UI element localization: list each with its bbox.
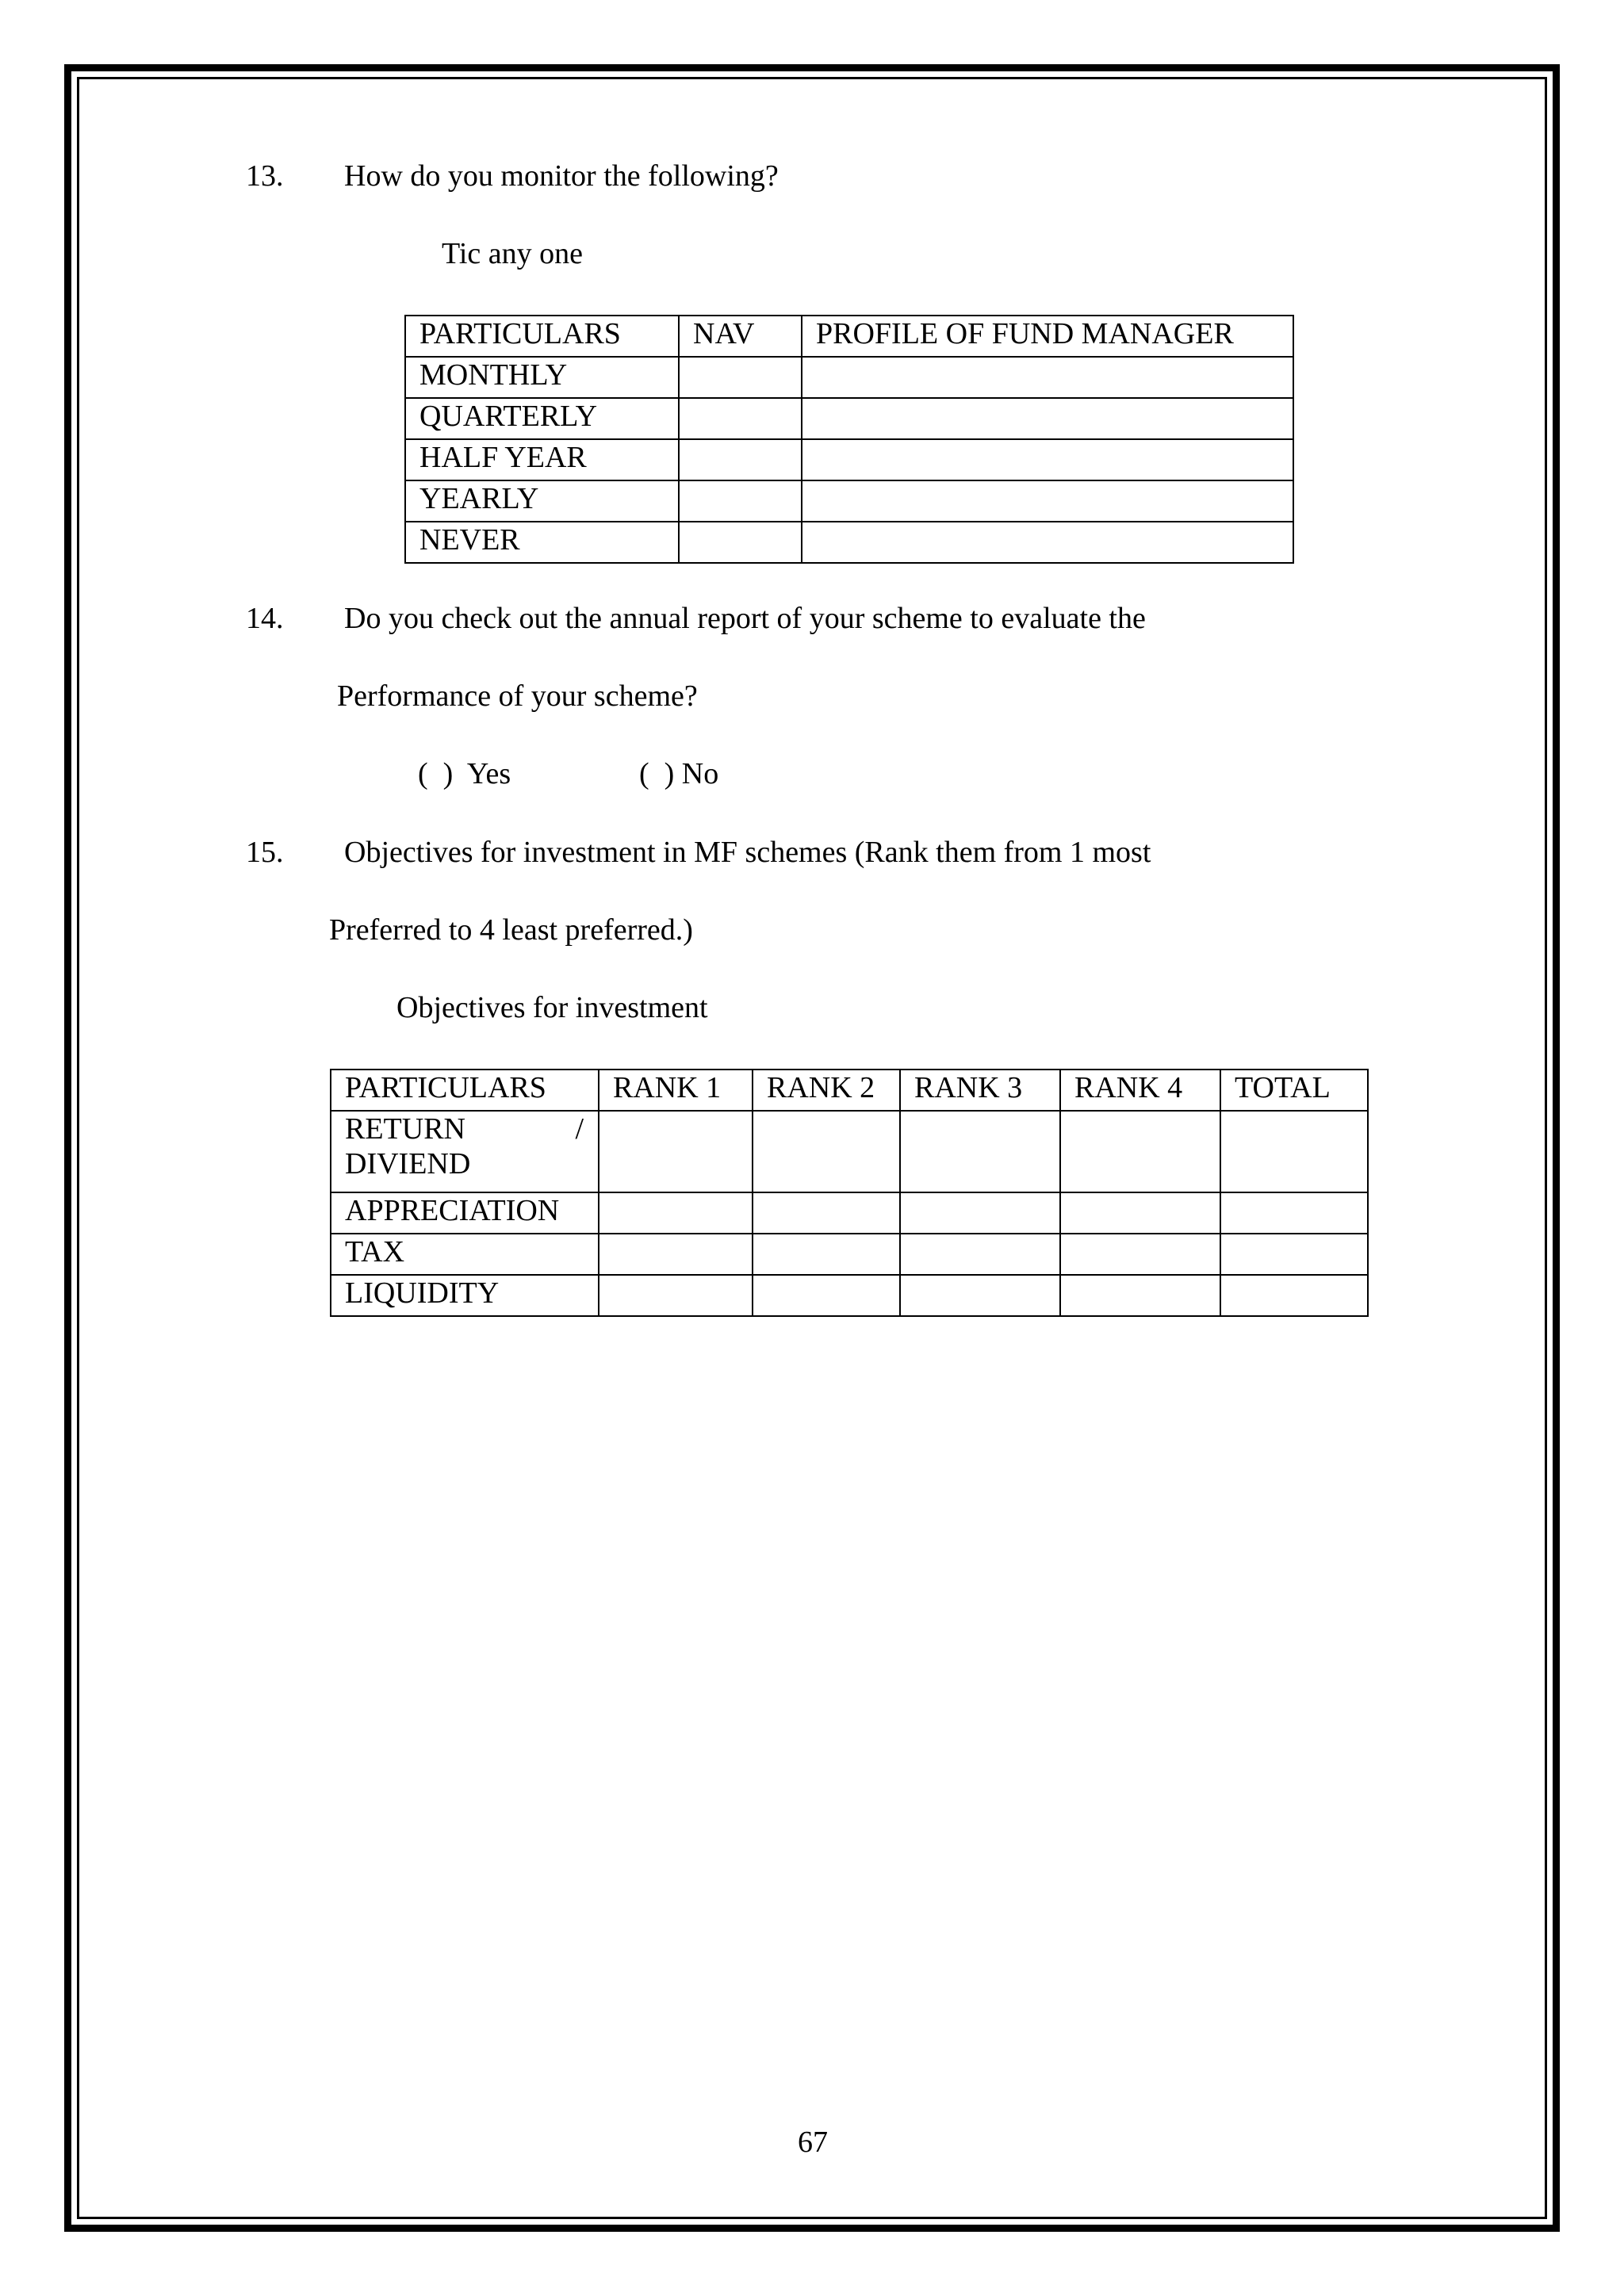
table-row [405,522,1293,563]
checkbox-cell-profile-yearly[interactable] [802,480,1293,522]
row-label-line [345,1112,598,1146]
q14-number: 14. [246,602,284,635]
checkbox-cell-nav-monthly[interactable] [679,357,802,398]
rank-cell[interactable] [900,1192,1060,1234]
table-row [405,480,1293,522]
row-label: YEARLY [405,480,679,522]
row-label: LIQUIDITY [331,1275,599,1316]
rank-cell[interactable] [1060,1234,1220,1275]
q14-question-line1: Do you check out the annual report of your scheme to evaluate the [344,602,1146,635]
header-nav: NAV [679,316,802,357]
row-label: HALF YEAR [405,439,679,480]
row-label: QUARTERLY [405,398,679,439]
total-cell[interactable] [1220,1192,1368,1234]
table-row [405,398,1293,439]
q15-question-line1: Objectives for investment in MF schemes (Rank them from 1 most [344,836,1151,869]
rank-cell[interactable] [753,1192,900,1234]
objectives-table [330,1069,1369,1317]
q14-option-no[interactable]: ( ) No [639,757,719,790]
rank-cell[interactable] [1060,1192,1220,1234]
page-number: 67 [798,2126,828,2159]
checkbox-cell-profile-half-year[interactable] [802,439,1293,480]
checkbox-cell-profile-never[interactable] [802,522,1293,563]
rank-cell[interactable] [900,1234,1060,1275]
rank-cell[interactable] [599,1111,753,1192]
q15-subtitle: Objectives for investment [396,991,708,1024]
row-label-return: RETURN [345,1112,465,1146]
q13-number: 13. [246,159,284,193]
rank-cell[interactable] [599,1234,753,1275]
monitor-table [404,315,1294,564]
row-label: TAX [331,1234,599,1275]
total-cell[interactable] [1220,1275,1368,1316]
row-label: APPRECIATION [331,1192,599,1234]
row-label-diviend: DIVIEND [345,1147,471,1181]
q13-instruction: Tic any one [442,237,584,270]
checkbox-cell-nav-never[interactable] [679,522,802,563]
total-cell[interactable] [1220,1111,1368,1192]
table-row [331,1234,1368,1275]
q14-question-line2: Performance of your scheme? [337,679,698,713]
table-row [405,439,1293,480]
table-header-row [331,1070,1368,1111]
rank-cell[interactable] [900,1275,1060,1316]
rank-cell[interactable] [1060,1275,1220,1316]
checkbox-cell-profile-monthly[interactable] [802,357,1293,398]
checkbox-cell-nav-quarterly[interactable] [679,398,802,439]
total-cell[interactable] [1220,1234,1368,1275]
header-rank-3: RANK 3 [900,1070,1060,1111]
header-rank-4: RANK 4 [1060,1070,1220,1111]
q14-option-yes[interactable]: ( ) Yes [418,757,511,790]
row-label: NEVER [405,522,679,563]
header-rank-1: RANK 1 [599,1070,753,1111]
rank-cell[interactable] [599,1275,753,1316]
q15-number: 15. [246,836,284,869]
header-total: TOTAL [1220,1070,1368,1111]
table-row [331,1275,1368,1316]
table-row [331,1111,1368,1192]
table-row [331,1192,1368,1234]
rank-cell[interactable] [753,1275,900,1316]
header-particulars: PARTICULARS [405,316,679,357]
rank-cell[interactable] [753,1111,900,1192]
header-rank-2: RANK 2 [753,1070,900,1111]
rank-cell[interactable] [1060,1111,1220,1192]
rank-cell[interactable] [599,1192,753,1234]
q13-question: How do you monitor the following? [344,159,779,193]
q15-question-line2: Preferred to 4 least preferred.) [329,913,693,947]
rank-cell[interactable] [753,1234,900,1275]
table-header-row [405,316,1293,357]
checkbox-cell-nav-yearly[interactable] [679,480,802,522]
checkbox-cell-nav-half-year[interactable] [679,439,802,480]
header-particulars: PARTICULARS [331,1070,599,1111]
header-profile-fund-manager: PROFILE OF FUND MANAGER [802,316,1293,357]
checkbox-cell-profile-quarterly[interactable] [802,398,1293,439]
row-label: MONTHLY [405,357,679,398]
rank-cell[interactable] [900,1111,1060,1192]
row-label [331,1111,599,1192]
table-row [405,357,1293,398]
row-label-slash: / [575,1112,584,1146]
